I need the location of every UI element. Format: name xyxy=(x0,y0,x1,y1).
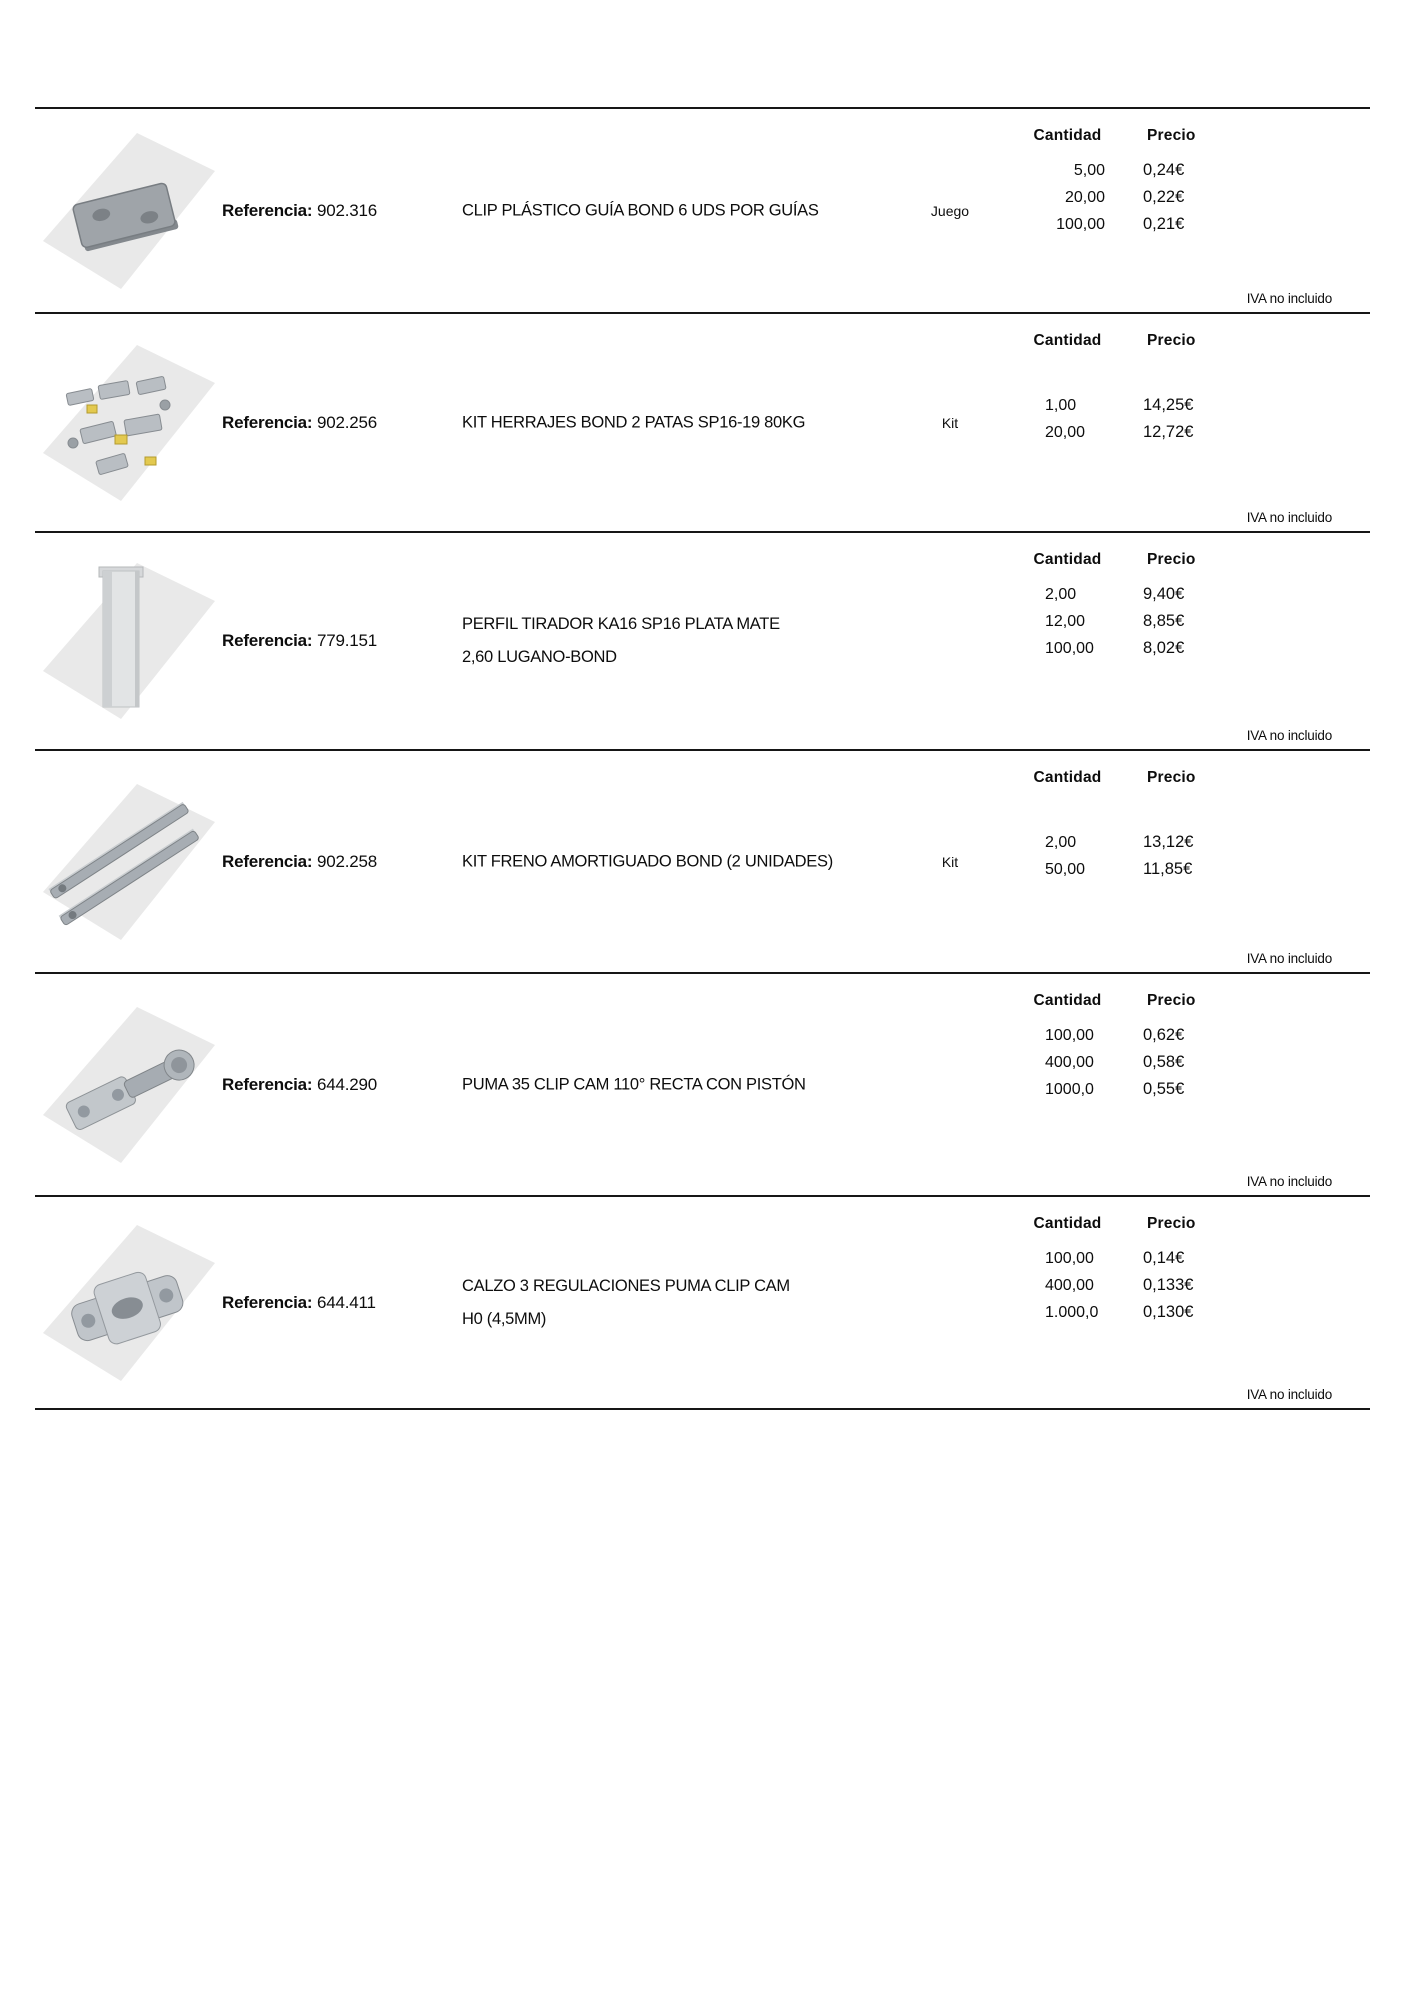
reference xyxy=(222,852,377,872)
price-value: 0,21€ xyxy=(1143,215,1185,233)
column-header-precio: Precio xyxy=(1147,332,1196,349)
unit-label: Kit xyxy=(941,414,959,431)
product-description xyxy=(462,608,907,674)
reference-label: Referencia: xyxy=(222,1292,313,1312)
product-section xyxy=(35,749,1370,972)
price-column xyxy=(1143,392,1233,446)
iva-note: IVA no incluido xyxy=(1246,1387,1332,1402)
quantity-column xyxy=(1045,581,1105,662)
reference-value: 902.256 xyxy=(316,412,377,432)
iva-note: IVA no incluido xyxy=(1246,728,1332,743)
quantity-column xyxy=(1045,392,1105,446)
iva-note: IVA no incluido xyxy=(1246,291,1332,306)
quantity-value: 20,00 xyxy=(1045,424,1086,441)
quantity-column xyxy=(1045,157,1105,238)
quantity-value: 2,00 xyxy=(1045,834,1077,851)
reference xyxy=(222,201,377,221)
unit-label: Kit xyxy=(941,853,959,870)
column-header-cantidad: Cantidad xyxy=(1033,332,1102,349)
price-value: 14,25€ xyxy=(1143,396,1194,414)
product-section xyxy=(35,531,1370,749)
quantity-value: 5,00 xyxy=(1073,162,1105,179)
description-line: CALZO 3 REGULACIONES PUMA CLIP CAM xyxy=(462,1276,790,1295)
price-value: 0,55€ xyxy=(1143,1080,1185,1098)
price-value: 0,14€ xyxy=(1143,1249,1185,1267)
quantity-column xyxy=(1045,1022,1105,1103)
reference-value: 902.258 xyxy=(316,851,377,871)
price-value: 9,40€ xyxy=(1143,585,1185,603)
quantity-value: 100,00 xyxy=(1045,1250,1094,1267)
description-line: PUMA 35 CLIP CAM 110° RECTA CON PISTÓN xyxy=(462,1075,806,1093)
price-column xyxy=(1143,1245,1233,1326)
product-section xyxy=(35,972,1370,1195)
product-section xyxy=(35,107,1370,312)
price-value: 8,85€ xyxy=(1143,612,1185,630)
product-description xyxy=(462,194,907,227)
price-column xyxy=(1143,157,1233,238)
price-value: 12,72€ xyxy=(1143,423,1194,441)
price-value: 0,58€ xyxy=(1143,1053,1185,1071)
reference-label: Referencia: xyxy=(222,412,313,432)
reference-value: 644.290 xyxy=(316,1074,377,1094)
column-header-precio: Precio xyxy=(1147,1215,1196,1232)
description-line: PERFIL TIRADOR KA16 SP16 PLATA MATE xyxy=(462,615,780,633)
column-header-cantidad: Cantidad xyxy=(1033,992,1102,1009)
column-header-cantidad: Cantidad xyxy=(1033,1215,1102,1232)
product-section xyxy=(35,1195,1370,1408)
quantity-value: 400,00 xyxy=(1045,1054,1094,1071)
reference-label: Referencia: xyxy=(222,1074,313,1094)
price-value: 0,62€ xyxy=(1143,1026,1185,1044)
section-divider xyxy=(35,1408,1370,1410)
price-column xyxy=(1143,581,1233,662)
iva-note: IVA no incluido xyxy=(1246,1174,1332,1189)
description-line: KIT FRENO AMORTIGUADO BOND (2 UNIDADES) xyxy=(462,852,833,870)
quantity-column xyxy=(1045,829,1105,883)
description-line: 2,60 LUGANO-BOND xyxy=(462,648,617,666)
quantity-value: 2,00 xyxy=(1045,586,1077,603)
profile-bar-image xyxy=(37,557,219,725)
price-column xyxy=(1143,829,1233,883)
unit-label: Juego xyxy=(930,202,970,219)
column-header-precio: Precio xyxy=(1147,992,1196,1009)
quantity-value: 100,00 xyxy=(1056,216,1105,233)
column-header-cantidad: Cantidad xyxy=(1033,127,1102,144)
quantity-value: 1,00 xyxy=(1045,397,1077,414)
price-value: 0,130€ xyxy=(1143,1303,1194,1321)
price-value: 11,85€ xyxy=(1143,860,1193,878)
product-description xyxy=(462,1270,907,1336)
quantity-value: 12,00 xyxy=(1045,613,1086,630)
reference-label: Referencia: xyxy=(222,631,313,650)
reference xyxy=(222,631,377,651)
product-description xyxy=(462,1068,907,1101)
hinge-image xyxy=(37,1001,219,1169)
product-sections xyxy=(35,107,1370,1410)
reference-label: Referencia: xyxy=(222,851,313,871)
iva-note: IVA no incluido xyxy=(1246,951,1332,966)
reference-label: Referencia: xyxy=(222,200,313,220)
price-value: 0,24€ xyxy=(1143,161,1185,179)
quantity-value: 20,00 xyxy=(1064,189,1105,206)
price-column xyxy=(1143,1022,1233,1103)
price-value: 0,133€ xyxy=(1143,1276,1194,1294)
price-value: 0,22€ xyxy=(1143,188,1185,206)
quantity-value: 1.000,0 xyxy=(1045,1304,1099,1321)
product-description xyxy=(462,406,907,439)
price-value: 13,12€ xyxy=(1143,833,1194,851)
column-header-precio: Precio xyxy=(1147,127,1196,144)
hardware-kit-image xyxy=(37,339,219,507)
column-header-cantidad: Cantidad xyxy=(1033,551,1102,568)
quantity-value: 100,00 xyxy=(1045,1027,1094,1044)
quantity-value: 400,00 xyxy=(1045,1277,1094,1294)
mounting-plate-image xyxy=(37,1219,219,1387)
quantity-value: 50,00 xyxy=(1045,861,1086,878)
reference xyxy=(222,413,377,433)
quantity-column xyxy=(1045,1245,1105,1326)
quantity-value: 1000,0 xyxy=(1045,1081,1094,1098)
damper-rails-image xyxy=(37,778,219,946)
description-line: KIT HERRAJES BOND 2 PATAS SP16-19 80KG xyxy=(462,413,806,431)
reference-value: 902.316 xyxy=(316,200,377,220)
quantity-value: 100,00 xyxy=(1045,640,1094,657)
column-header-precio: Precio xyxy=(1147,551,1196,568)
column-header-cantidad: Cantidad xyxy=(1033,769,1102,786)
iva-note: IVA no incluido xyxy=(1246,510,1332,525)
product-section xyxy=(35,312,1370,531)
reference xyxy=(222,1293,376,1313)
reference-value: 779.151 xyxy=(316,631,377,650)
description-line: H0 (4,5MM) xyxy=(462,1309,547,1328)
clip-plate-image xyxy=(37,127,219,295)
reference-value: 644.411 xyxy=(316,1292,376,1312)
description-line: CLIP PLÁSTICO GUÍA BOND 6 UDS POR GUÍAS xyxy=(462,201,819,219)
column-header-precio: Precio xyxy=(1147,769,1196,786)
price-value: 8,02€ xyxy=(1143,639,1185,657)
product-description xyxy=(462,845,907,878)
reference xyxy=(222,1075,377,1095)
